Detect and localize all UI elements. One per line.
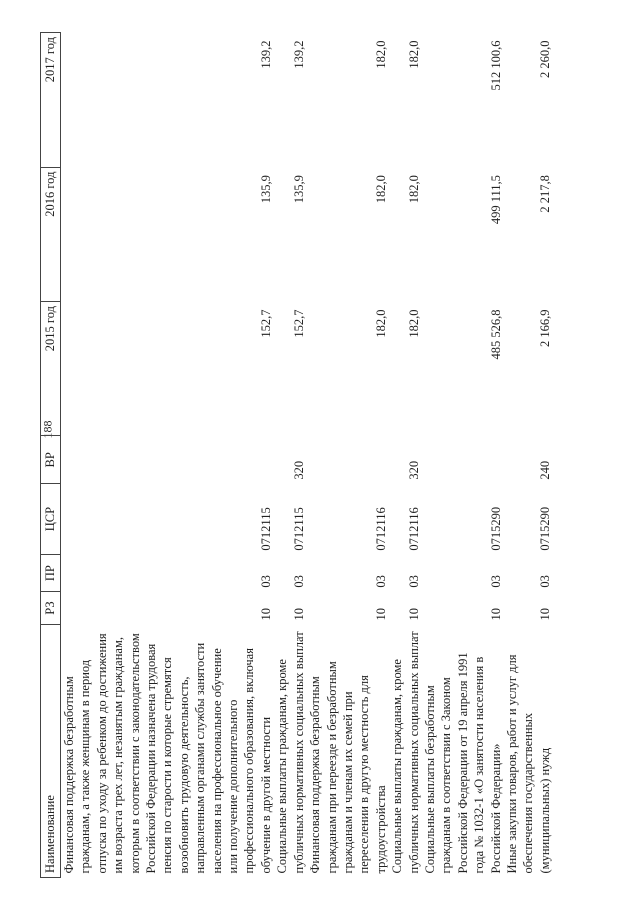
row-rz: 10 bbox=[373, 607, 388, 621]
row-rz: 10 bbox=[406, 607, 421, 621]
row-csr: 0712116 bbox=[373, 507, 388, 551]
header-2015: 2015 год bbox=[41, 302, 61, 436]
table-header-row bbox=[41, 33, 61, 878]
row-vr bbox=[307, 436, 389, 484]
row-2016: 182,0 bbox=[406, 175, 421, 204]
row-2016: 135,9 bbox=[258, 175, 273, 204]
row-name: Финансовая поддержка безработным гражданам, а также женщинам в период отпуска по уходу за ребенком до достижения им возраста трех лет, незанятым гражданам, которым в соответствии с законодательством Российской Федерации назначена трудовая пенсия по старости и которые стремятся возобновить трудовую деятельность, направленным органами службы занятости населения на профессиональное обучение или получение дополнительного профессионального образования, включая обучение в другой местности bbox=[62, 633, 273, 874]
row-rz: 10 bbox=[258, 607, 273, 621]
row-2016: 182,0 bbox=[373, 175, 388, 204]
row-pr: 03 bbox=[291, 575, 306, 588]
header-name: Наименование bbox=[41, 624, 61, 877]
row-pr: 03 bbox=[258, 575, 273, 588]
row-csr: 0715290 bbox=[537, 506, 552, 551]
table-row bbox=[389, 33, 422, 878]
header-2016: 2016 год bbox=[41, 167, 61, 301]
budget-table bbox=[40, 32, 553, 878]
table-row bbox=[504, 33, 553, 878]
row-rz: 10 bbox=[291, 607, 306, 621]
row-name: Социальные выплаты безработным гражданам в соответствии с Законом Российской Федерации от 19 апреля 1991 года № 1032-1 «О занятости населения в Российской Федерации» bbox=[422, 652, 503, 874]
row-2015: 2 166,9 bbox=[537, 309, 552, 348]
header-2017: 2017 год bbox=[41, 33, 61, 168]
table-row bbox=[274, 33, 307, 878]
row-2016: 499 111,5 bbox=[488, 175, 503, 225]
table-row bbox=[422, 33, 504, 878]
row-vr bbox=[422, 436, 504, 484]
page-number: 188 bbox=[40, 420, 55, 439]
header-csr: ЦСР bbox=[41, 484, 61, 555]
rotated-table-wrapper bbox=[40, 18, 600, 878]
row-2016: 135,9 bbox=[291, 175, 306, 204]
row-vr: 320 bbox=[406, 460, 421, 480]
row-2017: 139,2 bbox=[291, 40, 306, 69]
row-name: Социальные выплаты гражданам, кроме публичных нормативных социальных выплат bbox=[275, 631, 306, 874]
row-name: Иные закупки товаров, работ и услуг для обеспечения государственных (муниципальных) нужд bbox=[504, 654, 552, 874]
row-rz: 10 bbox=[488, 607, 503, 621]
row-2017: 182,0 bbox=[373, 40, 388, 69]
header-pr: ПР bbox=[41, 555, 61, 592]
row-rz: 10 bbox=[537, 607, 552, 621]
row-pr: 03 bbox=[373, 575, 388, 588]
row-2017: 139,2 bbox=[258, 40, 273, 69]
row-vr: 320 bbox=[291, 460, 306, 480]
row-csr: 0712116 bbox=[406, 507, 421, 551]
row-vr: 240 bbox=[537, 460, 552, 480]
row-csr: 0715290 bbox=[488, 506, 503, 551]
row-2015: 152,7 bbox=[258, 309, 273, 338]
row-csr: 0712115 bbox=[258, 507, 273, 551]
row-vr bbox=[61, 436, 275, 484]
row-2015: 152,7 bbox=[291, 309, 306, 338]
header-vr: ВР bbox=[41, 436, 61, 484]
row-pr: 03 bbox=[406, 575, 421, 588]
row-csr: 0712115 bbox=[291, 507, 306, 551]
row-pr: 03 bbox=[537, 575, 552, 588]
row-name: Финансовая поддержка безработным гражданам при переезде и безработным гражданам и членам их семей при переселении в другую местность для трудоустройства bbox=[308, 661, 388, 874]
table-row bbox=[307, 33, 389, 878]
table-row bbox=[61, 33, 275, 878]
row-2017: 2 260,0 bbox=[537, 40, 552, 78]
header-rz: РЗ bbox=[41, 592, 61, 625]
row-name: Социальные выплаты гражданам, кроме публичных нормативных социальных выплат bbox=[390, 631, 421, 874]
row-2015: 182,0 bbox=[406, 309, 421, 338]
row-2015: 182,0 bbox=[373, 309, 388, 338]
row-pr: 03 bbox=[488, 575, 503, 588]
row-2017: 512 100,6 bbox=[488, 40, 503, 91]
row-2015: 485 526,8 bbox=[488, 309, 503, 360]
row-2017: 182,0 bbox=[406, 40, 421, 69]
row-2016: 2 217,8 bbox=[537, 175, 552, 213]
